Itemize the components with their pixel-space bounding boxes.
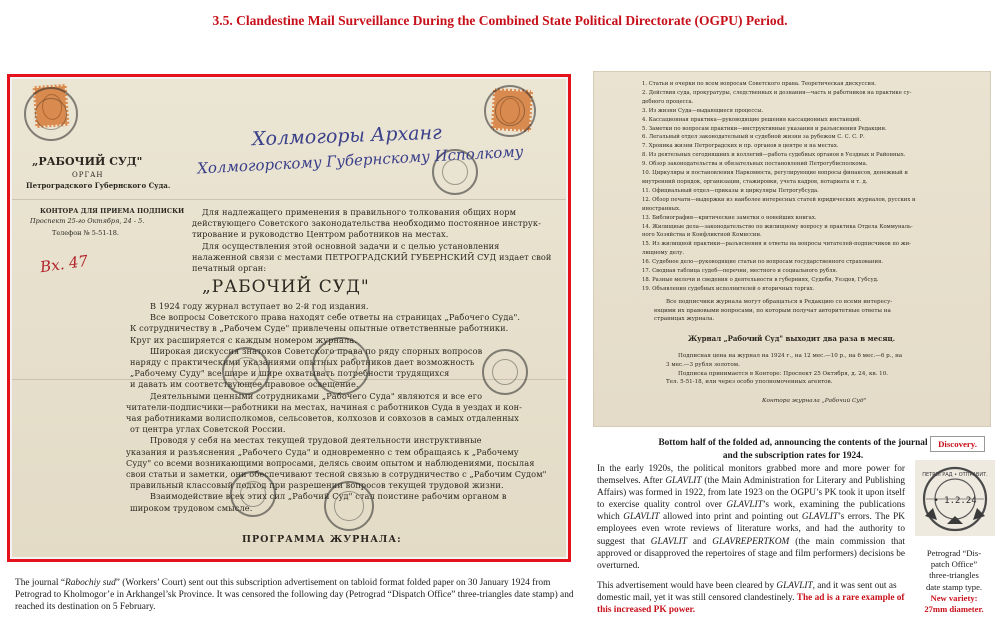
transit-postmark <box>222 347 270 395</box>
subscriber-note <box>654 298 892 324</box>
handwritten-red-note: Вх. 47 <box>38 251 90 277</box>
body-line: правильный классовый подход при разрешении вопросов текущей трудовой жизни. <box>130 480 504 491</box>
historical-essay-paragraph <box>597 463 905 572</box>
transit-postmark <box>482 349 528 395</box>
body-line: В 1924 году журнал вступает во 2-й год издания. <box>150 301 369 311</box>
essay-text: (the main commission that approved or disapproved the repertoires of stage and film performers) decisions be overturned. <box>597 536 906 571</box>
transit-postmark <box>230 471 276 517</box>
stamp-date-text: • 1.2.24 <box>933 496 977 506</box>
essay-text: (the Main Administration for Literary and Publishing Affairs) was formed in 1922, from late 1923 on the OGPU’s PK took it upon itself to exercise quality control over <box>597 476 905 511</box>
rates-line: Тел. 5-51-18, или через особо уполномоченных агентов. <box>666 379 833 386</box>
essay-text: and <box>686 536 713 547</box>
intro-line: тирование и руководство Центром работников на местах. <box>192 229 449 240</box>
contents-item: 6. Легальный отдел законодательный и судебной жизни за рубежом С. С. С. Р. <box>642 134 865 141</box>
body-line: от центра углах Советской России. <box>130 424 286 435</box>
glavlit-term: GLAVLIT <box>650 536 687 547</box>
glavrepertkom-term: GLAVREPERTKOM <box>712 536 790 547</box>
contents-item: 7. Хроника жизни Петроградских и пр. органов в центре и на местах. <box>642 143 839 150</box>
contents-item: 19. Объявления судебных исполнителей о вторичных торгах. <box>642 285 815 292</box>
contents-item: 3. Из жизни Суда—выдающиеся процессы. <box>642 107 764 114</box>
body-line: „Рабочему Суду" все шире и шире охватывать потребности трудящихся <box>130 368 450 379</box>
stamp-caption-line: three-triangles <box>929 570 979 581</box>
intro-line: печатный орган: <box>192 263 267 274</box>
masthead-court: Петроградского Губернского Суда. <box>26 181 171 190</box>
transit-postmark <box>324 481 374 531</box>
note-line: Все подписчики журнала могут обращаться в Редакцию со всеми интересу- <box>666 299 893 305</box>
masthead-organ: ОРГАН <box>72 171 104 179</box>
journal-title-italic: Rabochiy sud <box>64 578 116 588</box>
intro-line: налаженной связи с местами ПЕТРОГРАДСКИЙ ГУБЕРНСКИЙ СУД издает свой <box>192 251 552 262</box>
bottom-half-caption-line: and the subscription rates for 1924. <box>722 450 864 461</box>
rates-line: Подписная цена на журнал на 1924 г., на 12 мес.—10 р., на 6 мес.—6 р., на <box>678 353 903 359</box>
body-line: Круг их расширяется с каждым номером журнала. <box>130 334 357 345</box>
essay-text: , and it was sent out as domestic mail, yet it was still censored clandestinely. <box>597 581 897 604</box>
essay-text: allowed into print and pointing out <box>659 512 802 523</box>
contents-item: 10. Циркуляры и постановления Наркомюста, регулирующие вопросы финансов, денежный и <box>642 170 908 177</box>
body-line: Суду" со всеми возникающими вопросами, делясь своим опытом и наблюдениями, посылая <box>126 457 535 468</box>
body-line: Взаимодействие всех этих сил „Рабочий Суд" стал поистине рабочим органом в <box>150 491 507 502</box>
stamp-diameter-label: 27mm diameter. <box>924 604 984 615</box>
contents-item: внутренний порядок, организации, стажировки, учета кадров, нотариата и т. д. <box>642 178 868 185</box>
subscription-advertisement-image[interactable] <box>12 79 566 557</box>
contents-item: дебного процесса. <box>642 98 694 105</box>
date-stamp-detail-image[interactable] <box>915 460 995 536</box>
new-variety-label: New variety: <box>930 592 978 603</box>
handwritten-address-line-1: Холмогоры Арханг <box>251 121 443 151</box>
body-line: Все вопросы Советского права находят себе ответы на страницах „Рабочего Суда". <box>150 312 521 323</box>
rare-example-highlight: The ad is a rare example of this increased PK power. <box>597 593 905 616</box>
contents-item: 15. Из жилищной практики—разъяснения и ответы на вопросы читателей-подписчиков по жи- <box>642 241 911 248</box>
contents-item: ного Хозяйства и Конфликтной Комиссии. <box>642 232 762 239</box>
body-line: свои статьи и заметки, они обеспечивают тесной связью в сотрудничество с „Рабочим Судом" <box>126 469 547 480</box>
caption-text: The journal “ <box>15 578 65 588</box>
contents-item: 5. Заметки по вопросам практики—инструктивные указания и разъяснения Редакции. <box>642 125 887 132</box>
body-line: указания и разъяснения „Рабочего Суда" и одновременно с тем обращаясь к „Рабочему <box>126 446 519 457</box>
postmark-left <box>24 87 78 141</box>
contents-item: 14. Жилищные дела—законодательство по жилищному вопросу и практика Отдела Коммуналь- <box>642 223 913 230</box>
intro-line: Для надлежащего применения в правильного толкования общих норм <box>202 207 517 217</box>
clearance-paragraph <box>597 580 905 616</box>
contents-item: 4. Кассационная практика—руководящие решения кассационных инстанций. <box>642 116 862 123</box>
body-line: наряду с практическими указаниями опытных работников дает возможность <box>130 357 475 368</box>
intro-line: Для осуществления этой основной задачи и с целью установления <box>202 240 500 251</box>
essay-text: ’s errors. The PK employees even wrote reviews of literature works, and had the authority to suggest that <box>597 512 906 547</box>
contents-item: 9. Обзор законодательства и обязательных постановлений Петрогубисполкома. <box>642 161 868 168</box>
masthead-phone: Телефон № 5-51-18. <box>52 229 119 237</box>
stamp-ring-text: ПЕТРОГРАД • ОТПРАВИТ. <box>922 472 988 478</box>
body-line: широком трудовом смысле. <box>130 502 253 513</box>
note-line: ющими их правовыми вопросами, по которым получат авторитетные ответы на <box>654 307 891 314</box>
caption-text: ” (Workers’ Court) sent out this subscription advertisement on tabloid format folded paper on 30 January 1924 from Petrograd to Kholmogor’e in Arkhangel’sk Province. It was censored the following day (Petrograd “Dispatch Office” three-triangles date stamp) and reached its destination on 5 February. <box>15 578 574 613</box>
contents-item: 18. Разные мелочи и сведения о деятельности в губерниях, Судебн, Уездов, Губсуд. <box>642 276 879 283</box>
essay-text: ’s work, examining the publications which <box>597 500 905 523</box>
stamp-caption-line: patch Office” <box>930 559 978 570</box>
essay-text: In the early 1920s, the political monitors grabbed more and more power for themselves. After <box>597 464 905 487</box>
publication-frequency: Журнал „Рабочий Суд" выходит два раза в месяц. <box>688 334 896 343</box>
intro-line: действующего Советского законодательства необходимо постоянное инструк- <box>192 218 541 229</box>
handwritten-address-line-2: Холмогорскому Губернскому Исполкому <box>196 142 524 178</box>
body-line: чая работниками волисполкомов, сельсоветов, колхозов и совхозов в самых отдаленных <box>126 413 519 424</box>
contents-item: 8. Из деятельных сегодняшних и коллегий—работа судебных органов в Уездных и Районных. <box>642 152 906 159</box>
censor-date-stamp <box>312 337 370 395</box>
stamp-caption-line: Petrograd “Dis- <box>926 548 982 558</box>
glavlit-term: GLAVLIT <box>801 512 839 523</box>
contents-item: 16. Судебное дело—руководящие статьи по вопросам государственного страхования. <box>642 259 884 266</box>
contents-item: 13. Библиография—критические заметки о новейших книгах. <box>642 214 817 221</box>
contents-item: иностранных. <box>642 205 681 212</box>
contents-item: 17. Сводная таблица судеб—перечни, местного и социального рубля. <box>642 268 838 275</box>
postmark-right <box>484 85 536 137</box>
glavlit-term: GLAVLIT <box>623 512 660 523</box>
note-line: страницах журнала. <box>654 316 715 323</box>
bottom-half-caption-line: Bottom half of the folded ad, announcing the contents of the journal <box>658 438 928 448</box>
program-heading: ПРОГРАММА ЖУРНАЛА: <box>242 534 402 545</box>
body-line: и давать им соответствующее правовое освещение. <box>130 379 359 390</box>
folded-ad-bottom-half-image[interactable] <box>593 71 991 427</box>
body-line: Деятельными ценными сотрудниками „Рабочего Суда" являются и все его <box>150 390 483 401</box>
body-line: Проводя у себя на местах текущей трудовой деятельности инструктивные <box>150 435 482 446</box>
main-item-caption <box>15 577 575 613</box>
exhibit-page-title: 3.5. Clandestine Mail Surveillance During the Combined State Political Directorate (OGPU) Period. <box>212 13 788 28</box>
office-signature: Контора журнала „Рабочий Суд" <box>762 398 867 404</box>
contents-item: лищному делу. <box>642 250 685 257</box>
discovery-badge: Discovery. <box>930 436 985 452</box>
glavlit-term: GLAVLIT <box>726 500 763 511</box>
date-stamp-caption <box>911 548 997 615</box>
contents-item: 11. Официальный отдел—приказы и циркуляры Петрогубсуда. <box>642 187 819 194</box>
date-stamp-detail-drawing <box>915 460 995 536</box>
rates-line: 3 мес.—3 рубля золотом. <box>666 361 740 368</box>
journal-name-heading: „РАБОЧИЙ СУД" <box>202 277 370 297</box>
contents-item: 2. Действия суда, прокуратуры, следственных и дознания—часть и работников на практике су- <box>642 89 912 96</box>
contents-item: 1. Статьи и очерки по всем вопросам Советского права. Теоретическая дискуссия. <box>642 81 876 87</box>
masthead-name: „РАБОЧИЙ СУД" <box>32 155 143 168</box>
rates-line: Подписка принимается в Конторе: Проспект 25 Октября, д. 24, кв. 10. <box>678 370 889 377</box>
body-line: Широкая дискуссия знатоков Советского права по ряду спорных вопросов <box>150 345 483 356</box>
masthead-office: КОНТОРА ДЛЯ ПРИЕМА ПОДПИСКИ <box>40 207 185 215</box>
stamp-caption-line: date stamp type. <box>925 581 983 592</box>
glavlit-term: GLAVLIT <box>776 581 813 591</box>
body-paragraph <box>126 301 547 514</box>
essay-text: This advertisement would have been cleared by <box>597 581 777 591</box>
paper-fold-line <box>12 199 566 200</box>
body-line: К сотрудничеству в „Рабочем Суде" привлечены опытные ответственные работники. <box>130 323 509 334</box>
journal-contents-list <box>642 80 916 294</box>
intro-paragraph <box>192 207 552 274</box>
contents-item: 12. Обзор печати—выдержки из наиболее интересных статей юридических журналов, русских и <box>642 196 916 203</box>
glavlit-term: GLAVLIT <box>665 476 702 487</box>
subscription-rates <box>666 352 902 387</box>
body-line: читатели-подписчики—работники на местах, начиная с работников Суда в уездах и кон- <box>126 401 523 412</box>
masthead-address: Проспект 25-го Октября, 24 - 5. <box>30 217 145 225</box>
